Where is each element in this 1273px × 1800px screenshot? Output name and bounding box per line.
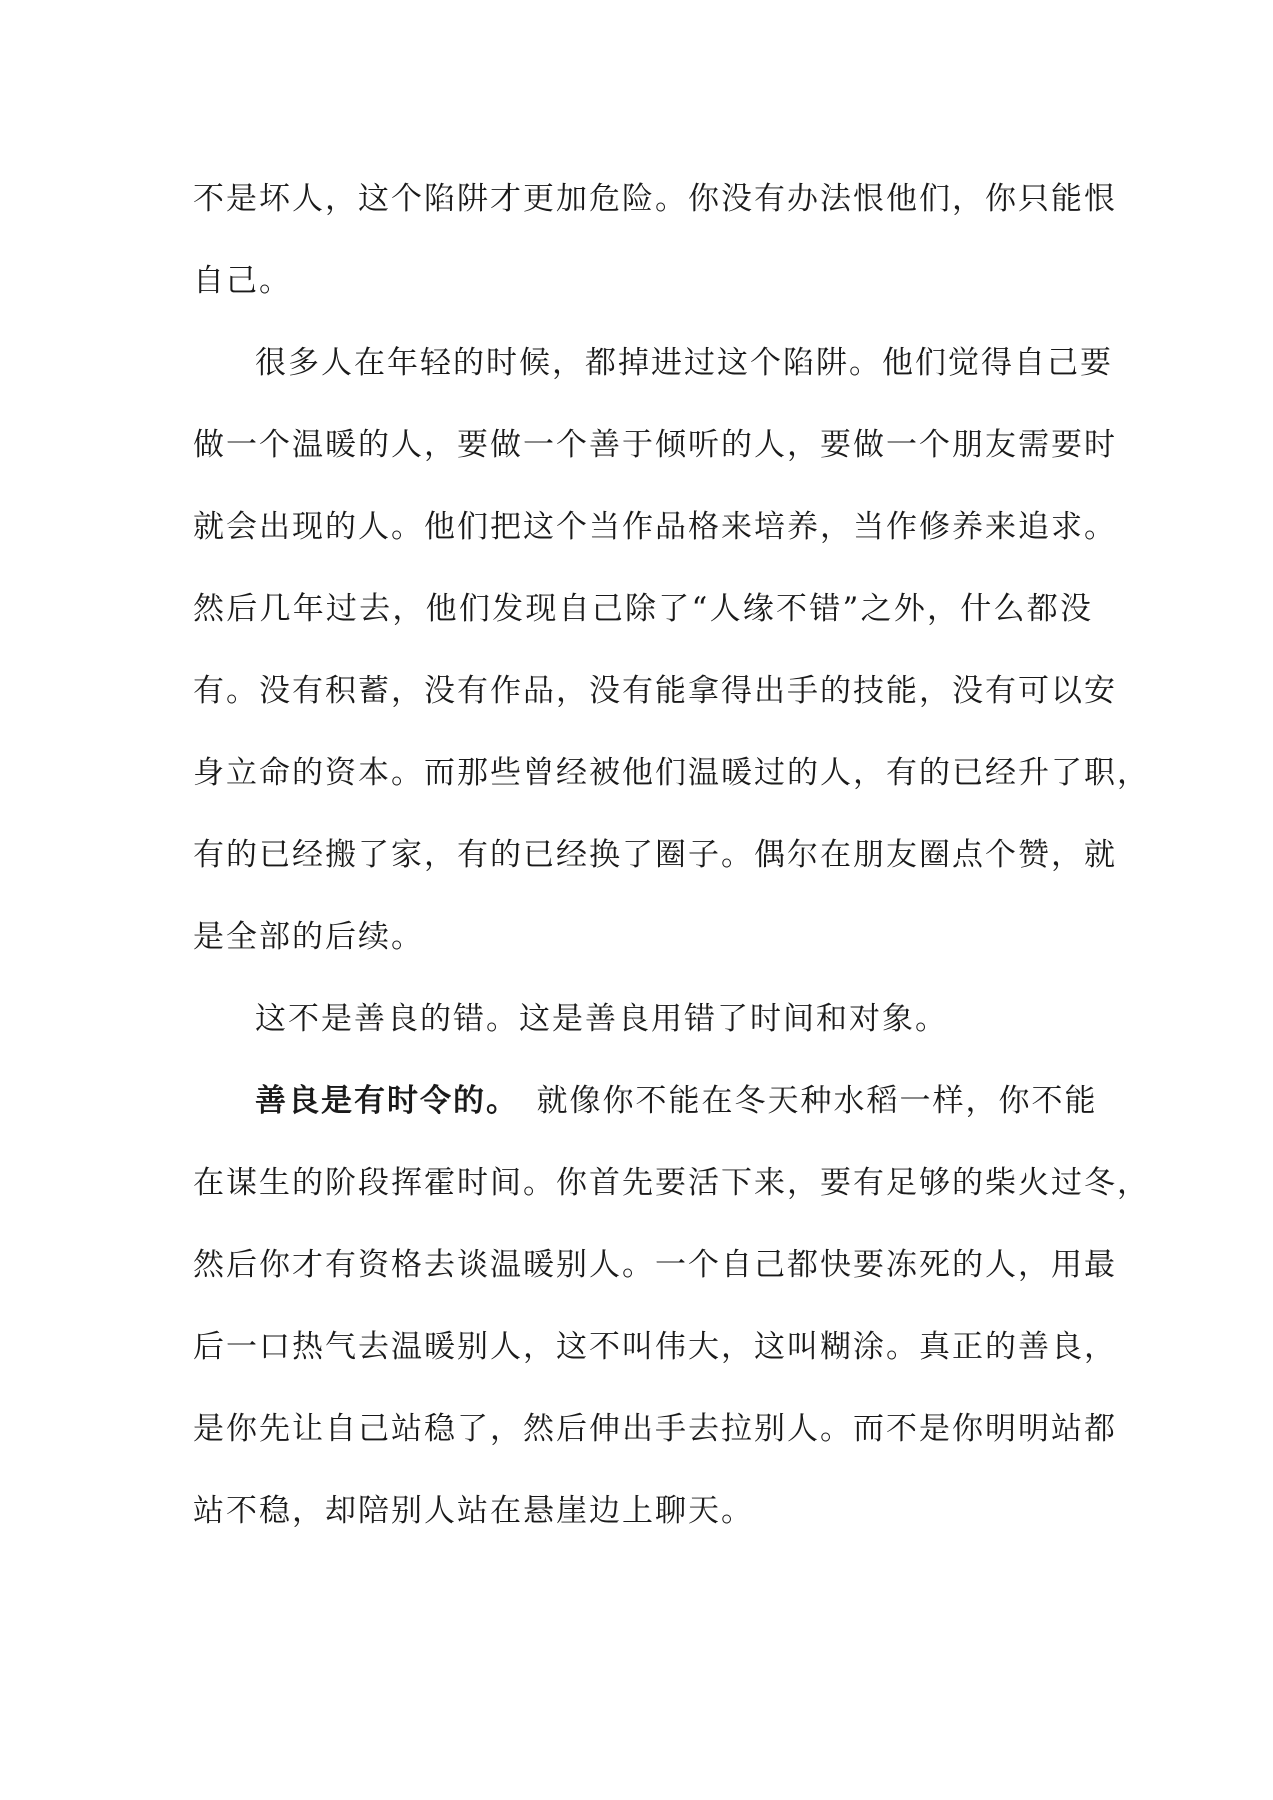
paragraph-2-line-3: 就会出现的人。他们把这个当作品格来培养，当作修养来追求。	[193, 509, 1117, 545]
paragraph-2-line-8: 是全部的后续。	[193, 919, 424, 955]
paragraph-4-line-5: 是你先让自己站稳了，然后伸出手去拉别人。而不是你明明站都	[193, 1411, 1117, 1447]
paragraph-4-line-3: 然后你才有资格去谈温暖别人。一个自己都快要冻死的人，用最	[193, 1247, 1117, 1283]
paragraph-4-line-2: 在谋生的阶段挥霍时间。你首先要活下来，要有足够的柴火过冬，	[193, 1165, 1150, 1201]
paragraph-2-line-5: 有。没有积蓄，没有作品，没有能拿得出手的技能，没有可以安	[193, 673, 1117, 709]
paragraph-4-line-6: 站不稳，却陪别人站在悬崖边上聊天。	[193, 1493, 754, 1529]
paragraph-4-bold-lead: 善良是有时令的。	[255, 1083, 519, 1119]
paragraph-4-first-line-rest: 就像你不能在冬天种水稻一样，你不能	[536, 1083, 1098, 1119]
paragraph-2-line-4: 然后几年过去，他们发现自己除了“人缘不错”之外，什么都没	[193, 591, 1093, 627]
paragraph-1-line-2: 自己。	[193, 263, 292, 299]
body-text	[193, 158, 1150, 1552]
paragraph-2-line-1: 很多人在年轻的时候，都掉进过这个陷阱。他们觉得自己要	[255, 345, 1113, 381]
paragraph-2-line-7: 有的已经搬了家，有的已经换了圈子。偶尔在朋友圈点个赞，就	[193, 837, 1117, 873]
paragraph-2-line-2: 做一个温暖的人，要做一个善于倾听的人，要做一个朋友需要时	[193, 427, 1117, 463]
paragraph-1-line-1: 不是坏人，这个陷阱才更加危险。你没有办法恨他们，你只能恨	[193, 181, 1117, 217]
paragraph-3-line-1: 这不是善良的错。这是善良用错了时间和对象。	[255, 1001, 948, 1037]
paragraph-2-line-6: 身立命的资本。而那些曾经被他们温暖过的人，有的已经升了职，	[193, 755, 1150, 791]
paragraph-4-line-4: 后一口热气去温暖别人，这不叫伟大，这叫糊涂。真正的善良，	[193, 1329, 1117, 1365]
paragraph-4-line-1	[193, 1060, 1098, 1142]
